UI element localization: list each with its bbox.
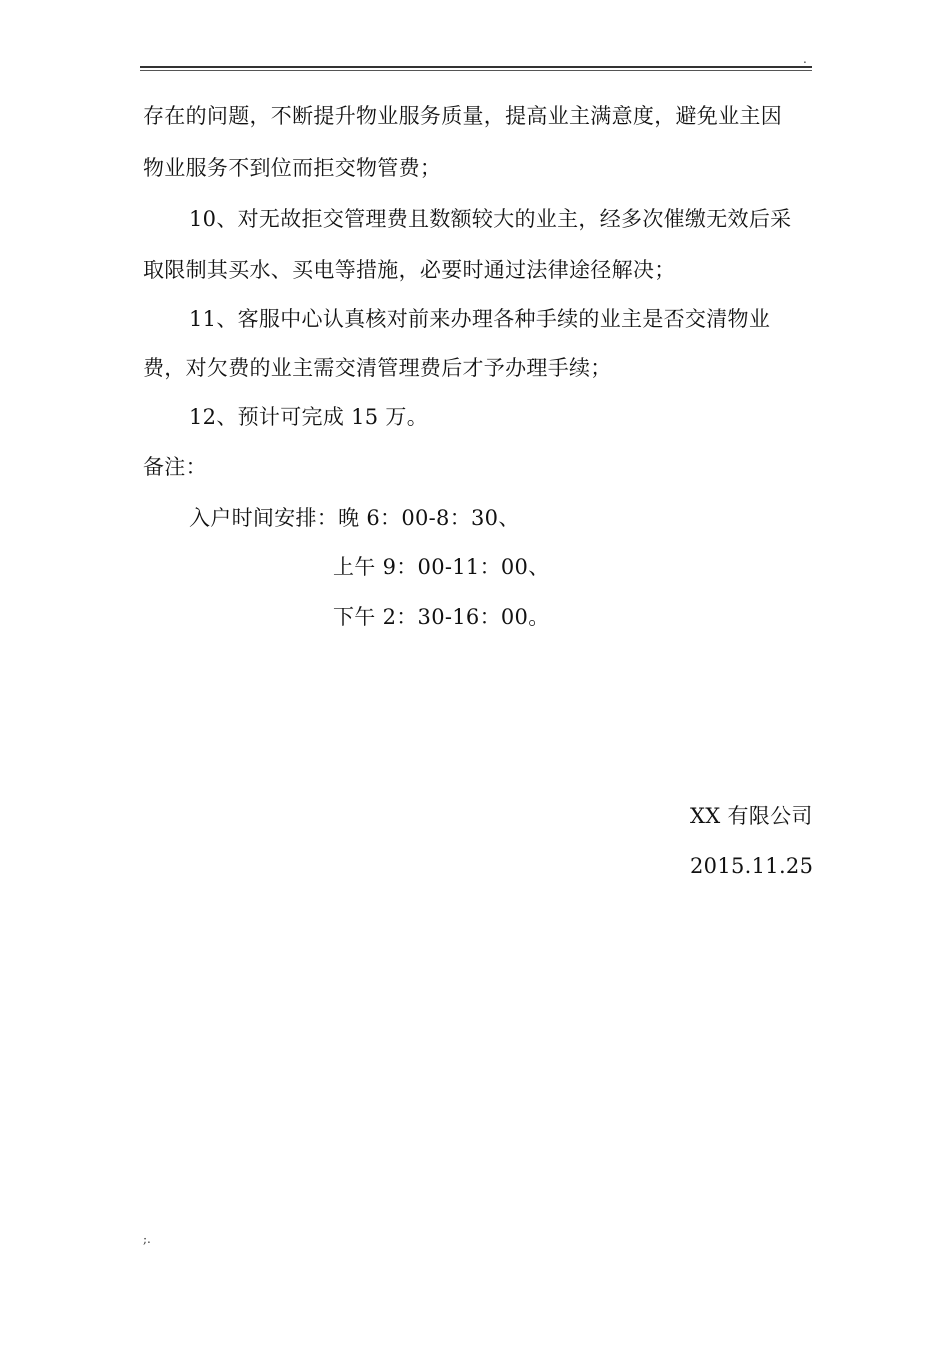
header-rule-thin xyxy=(140,70,812,71)
body-line-1: 存在的问题，不断提升物业服务质量，提高业主满意度，避免业主因 xyxy=(143,104,782,128)
body-line-3: 10、对无故拒交管理费且数额较大的业主，经多次催缴无效后采 xyxy=(189,207,792,231)
signature-date: 2015.11.25 xyxy=(690,854,814,878)
body-line-2: 物业服务不到位而拒交物管费； xyxy=(143,156,442,180)
schedule-line-2: 上午 9：00-11：00、 xyxy=(333,555,550,579)
header-rule xyxy=(140,66,812,72)
header-rule-thick xyxy=(140,66,812,68)
schedule-line-1: 入户时间安排：晚 6：00-8：30、 xyxy=(189,506,520,530)
body-line-6: 费，对欠费的业主需交清管理费后才予办理手续； xyxy=(143,356,612,380)
signature-company: XX 有限公司 xyxy=(690,804,813,828)
footer-mark: ;. xyxy=(143,1232,151,1246)
schedule-line-3: 下午 2：30-16：00。 xyxy=(333,605,550,629)
body-line-5: 11、客服中心认真核对前来办理各种手续的业主是否交清物业 xyxy=(189,307,771,331)
notes-label: 备注： xyxy=(143,455,207,479)
body-line-4: 取限制其买水、买电等措施，必要时通过法律途径解决； xyxy=(143,258,676,282)
header-mark: . xyxy=(803,52,807,66)
body-line-7: 12、预计可完成 15 万。 xyxy=(189,405,428,429)
